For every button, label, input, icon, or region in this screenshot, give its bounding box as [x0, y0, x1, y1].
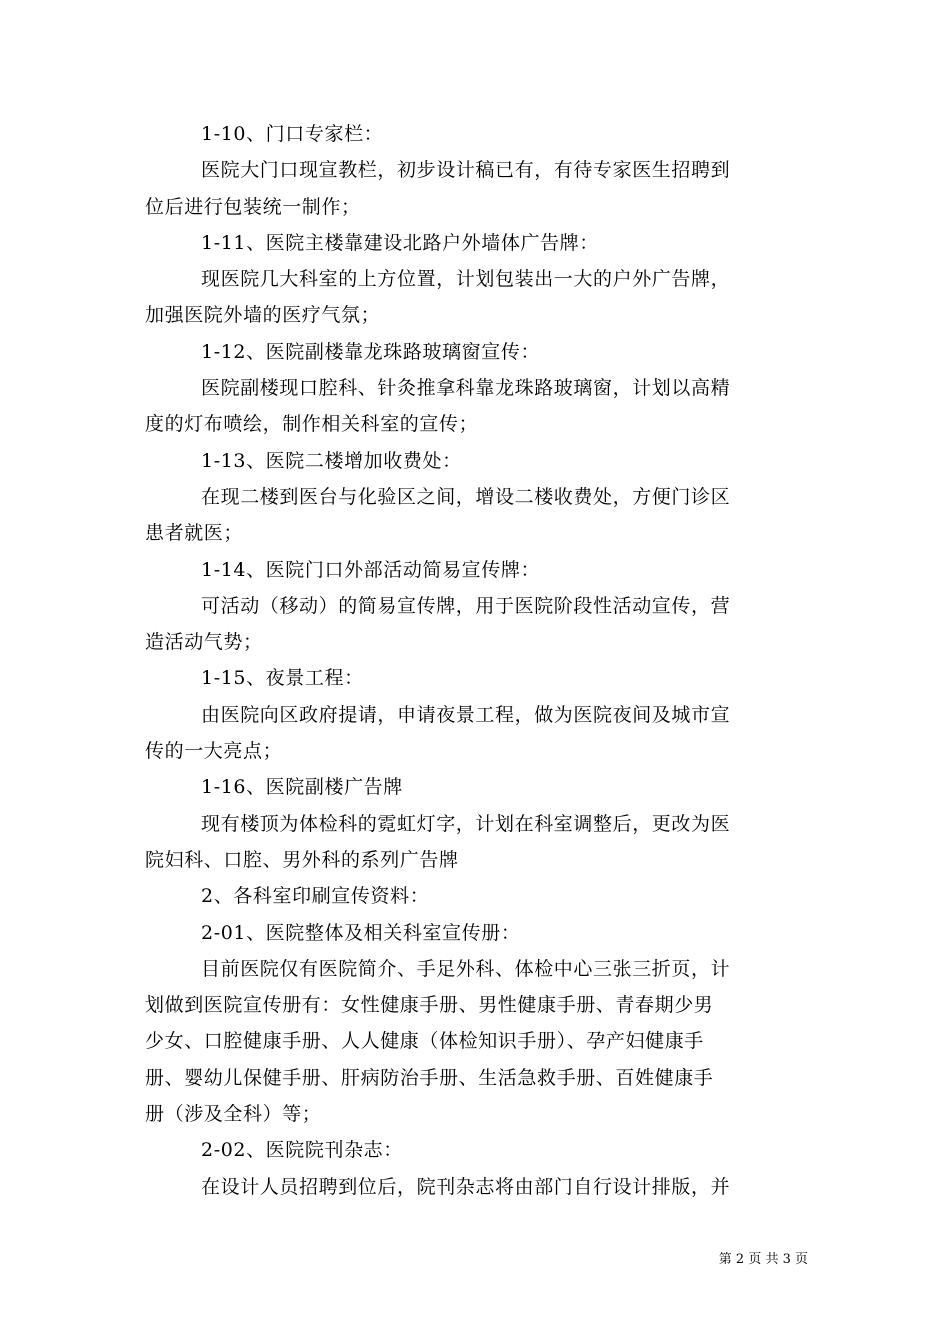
text-line: 由医院向区政府提请，申请夜景工程，做为医院夜间及城市宣 [201, 703, 731, 726]
text-line: 少女、口腔健康手册、人人健康（体检知识手册）、孕产妇健康手 [145, 1030, 704, 1053]
text-line: 1-11、医院主楼靠建设北路户外墙体广告牌： [201, 231, 599, 254]
text-line: 目前医院仅有医院简介、手足外科、体检中心三张三折页，计 [201, 957, 731, 980]
text-line: 医院副楼现口腔科、针灸推拿科靠龙珠路玻璃窗，计划以高精 [201, 377, 731, 400]
text-line: 1-15、夜景工程： [201, 667, 364, 690]
text-line: 在设计人员招聘到位后，院刊杂志将由部门自行设计排版，并 [201, 1175, 731, 1198]
text-line: 1-16、医院副楼广告牌 [201, 776, 403, 799]
text-line: 1-14、医院门口外部活动简易宣传牌： [201, 558, 541, 581]
text-line: 1-12、医院副楼靠龙珠路玻璃窗宣传： [201, 340, 541, 363]
text-line: 1-10、门口专家栏： [201, 123, 384, 145]
text-line: 医院大门口现宣教栏，初步设计稿已有，有待专家医生招聘到 [201, 159, 731, 182]
text-line: 现医院几大科室的上方位置，计划包装出一大的户外广告牌， [201, 268, 731, 291]
page-number-footer: 第 2 页 共 3 页 [718, 1252, 808, 1267]
text-line: 可活动（移动）的简易宣传牌，用于医院阶段性活动宣传，营 [201, 594, 731, 617]
text-line: 位后进行包装统一制作； [145, 195, 361, 218]
text-line: 加强医院外墙的医疗气氛； [145, 304, 381, 327]
text-line: 2-01、医院整体及相关科室宣传册： [201, 921, 521, 944]
text-line: 册、婴幼儿保健手册、肝病防治手册、生活急救手册、百姓健康手 [145, 1066, 714, 1089]
text-line: 度的灯布喷绘，制作相关科室的宣传； [145, 413, 479, 436]
text-line: 造活动气势； [145, 631, 263, 654]
text-line: 2、各科室印刷宣传资料： [201, 885, 430, 908]
text-line: 1-13、医院二楼增加收费处： [201, 449, 462, 472]
text-line: 在现二楼到医台与化验区之间，增设二楼收费处，方便门诊区 [201, 485, 731, 508]
text-line: 院妇科、口腔、男外科的系列广告牌 [145, 848, 459, 871]
text-line: 2-02、医院院刊杂志： [201, 1139, 403, 1162]
text-line: 患者就医； [145, 522, 244, 545]
text-line: 现有楼顶为体检科的霓虹灯字，计划在科室调整后，更改为医 [201, 812, 731, 835]
text-line: 划做到医院宣传册有：女性健康手册、男性健康手册、青春期少男 [145, 994, 714, 1017]
document-body [145, 116, 807, 1205]
text-line: 册（涉及全科）等； [145, 1103, 322, 1126]
text-line: 传的一大亮点； [145, 740, 283, 763]
